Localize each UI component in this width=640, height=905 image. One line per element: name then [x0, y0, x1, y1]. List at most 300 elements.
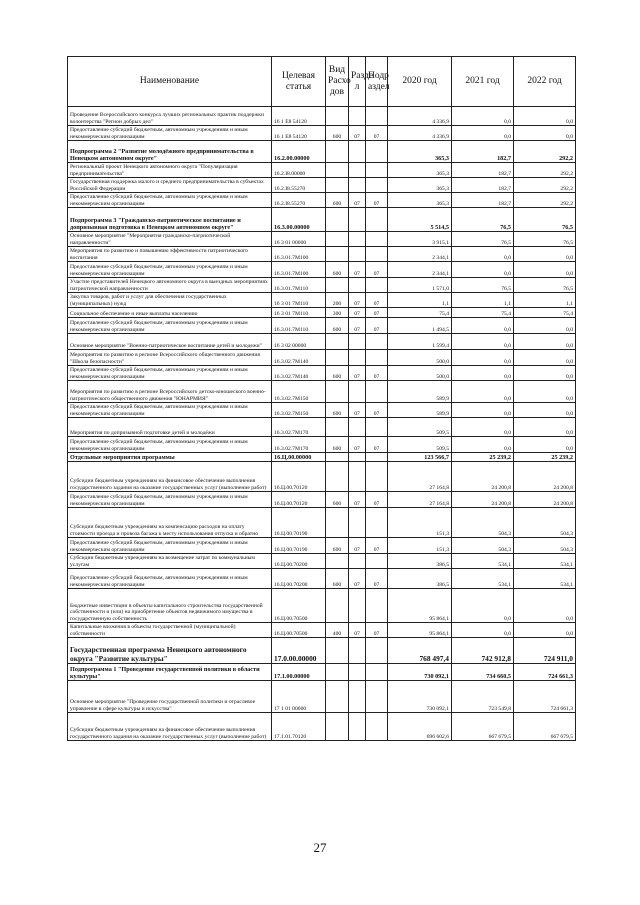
row-value-2020: 2 344,1 — [388, 262, 452, 278]
row-value-2020: 27 164,8 — [388, 492, 452, 508]
table-row — [68, 418, 576, 437]
row-target-code: 16.Ц.00.70500 — [272, 589, 326, 623]
row-target-code: 16 3 01 00000 — [272, 232, 326, 247]
row-expense-type — [326, 453, 349, 462]
row-subsection: 07 — [366, 262, 388, 278]
row-subsection: 07 — [366, 318, 388, 334]
row-value-2021: 534,1 — [452, 569, 514, 589]
row-name: Основное мероприятие "Военно-патриотическое воспитание детей и молодежи" — [68, 334, 272, 350]
row-expense-type — [326, 508, 349, 538]
row-target-code: 16.2.I8.00000 — [272, 163, 326, 178]
row-expense-type: 600 — [326, 126, 349, 141]
row-target-code: 17.1.01.70120 — [272, 713, 326, 741]
table-row — [68, 350, 576, 366]
table-row — [68, 681, 576, 713]
table-row — [68, 453, 576, 462]
row-subsection — [366, 381, 388, 403]
row-subsection: 07 — [366, 492, 388, 508]
row-target-code: 16.3.02.7М150 — [272, 403, 326, 418]
row-subsection — [366, 462, 388, 492]
row-subsection — [366, 453, 388, 462]
row-name: Государственная программа Ненецкого автономного округа "Развитие культуры" — [68, 638, 272, 664]
row-subsection — [366, 334, 388, 350]
row-value-2021: 0,0 — [452, 589, 514, 623]
row-name: Субсидии бюджетным учреждениям на финансовое обеспечение выполнения государственного задания на оказание государственных услуг (выполнение работ) — [68, 462, 272, 492]
row-target-code: 16.3.02.7М170 — [272, 437, 326, 453]
row-subsection: 07 — [366, 308, 388, 318]
row-expense-type — [326, 178, 349, 193]
row-section — [349, 713, 366, 741]
row-section — [349, 554, 366, 569]
budget-table-sheet — [67, 56, 575, 741]
row-section — [349, 664, 366, 681]
row-subsection: 07 — [366, 293, 388, 308]
row-section: 07 — [349, 262, 366, 278]
row-name: Основное мероприятие "Мероприятия гражданско-патриотической направленности" — [68, 232, 272, 247]
row-value-2020: 365,3 — [388, 193, 452, 208]
header-type: Вид Расхо дов — [326, 57, 349, 107]
row-subsection — [366, 713, 388, 741]
row-value-2021: 734 660,5 — [452, 664, 514, 681]
row-section: 07 — [349, 193, 366, 208]
row-value-2020: 365,3 — [388, 163, 452, 178]
header-name: Наименование — [68, 57, 272, 107]
row-subsection — [366, 278, 388, 293]
row-value-2021: 504,3 — [452, 508, 514, 538]
row-section — [349, 247, 366, 262]
row-value-2021: 76,5 — [452, 278, 514, 293]
row-target-code: 17 1 01 00000 — [272, 681, 326, 713]
row-section — [349, 208, 366, 232]
row-value-2022: 0,0 — [514, 418, 576, 437]
row-name: Региональный проект Ненецкого автономного округа "Популяризация предпринимательства" — [68, 163, 272, 178]
table-row — [68, 126, 576, 141]
row-value-2022: 24 200,8 — [514, 492, 576, 508]
row-name: Субсидии бюджетным учреждениям на компенсацию расходов на оплату стоимости проезда и провоза багажа к месту использования отпуска и обратно — [68, 508, 272, 538]
row-value-2022: 0,0 — [514, 350, 576, 366]
row-value-2021: 0,0 — [452, 247, 514, 262]
row-expense-type — [326, 334, 349, 350]
table-row — [68, 381, 576, 403]
row-value-2020: 509,5 — [388, 437, 452, 453]
row-name: Мероприятия по допризывной подготовке детей и молодёжи — [68, 418, 272, 437]
row-section — [349, 508, 366, 538]
budget-table — [67, 56, 576, 741]
row-name: Капитальные вложения в объекты государственной (муниципальной) собственности — [68, 623, 272, 638]
row-subsection — [366, 418, 388, 437]
row-subsection: 07 — [366, 126, 388, 141]
table-row — [68, 366, 576, 381]
row-value-2021: 75,4 — [452, 308, 514, 318]
row-section: 07 — [349, 126, 366, 141]
row-target-code: 16 1 E8 54120 — [272, 126, 326, 141]
row-value-2021: 76,5 — [452, 208, 514, 232]
row-value-2021: 0,0 — [452, 262, 514, 278]
row-target-code: 16.3.02.7М140 — [272, 366, 326, 381]
row-value-2020: 1 599,4 — [388, 334, 452, 350]
row-name: Участие представителей Ненецкого автономного округа в выездных мероприятиях патриотической направленности — [68, 278, 272, 293]
row-value-2022: 724 661,3 — [514, 681, 576, 713]
table-row — [68, 713, 576, 741]
table-body — [68, 107, 576, 741]
row-expense-type — [326, 107, 349, 126]
row-name: Подпрограмма 3 "Гражданско-патриотическое воспитание и допризывная подготовка в Ненецком автономном округе" — [68, 208, 272, 232]
row-value-2022: 76,5 — [514, 278, 576, 293]
row-value-2020: 1 494,5 — [388, 318, 452, 334]
row-value-2020: 5 514,5 — [388, 208, 452, 232]
row-expense-type — [326, 350, 349, 366]
row-expense-type: 600 — [326, 193, 349, 208]
row-target-code: 16.3.01.7М110 — [272, 318, 326, 334]
row-section — [349, 278, 366, 293]
row-section: 07 — [349, 318, 366, 334]
row-value-2020: 123 566,7 — [388, 453, 452, 462]
row-target-code: 16 3 01 7М110 — [272, 293, 326, 308]
header-subsection: Подр аздел — [366, 57, 388, 107]
row-section — [349, 589, 366, 623]
row-expense-type: 600 — [326, 569, 349, 589]
row-value-2021: 25 239,2 — [452, 453, 514, 462]
table-row — [68, 492, 576, 508]
table-row — [68, 308, 576, 318]
row-name: Социальное обеспечение и иные выплаты населению — [68, 308, 272, 318]
row-subsection — [366, 178, 388, 193]
row-target-code: 17.0.00.00000 — [272, 638, 326, 664]
row-value-2022: 0,0 — [514, 247, 576, 262]
header-2021: 2021 год — [452, 57, 514, 107]
row-value-2020: 589,9 — [388, 403, 452, 418]
row-value-2021: 24 200,8 — [452, 462, 514, 492]
row-name: Предоставление субсидий бюджетным, автономным учреждениям и иным некоммерческим организациям — [68, 538, 272, 554]
row-section — [349, 453, 366, 462]
row-section — [349, 638, 366, 664]
table-row — [68, 462, 576, 492]
row-value-2021: 0,0 — [452, 350, 514, 366]
row-section — [349, 107, 366, 126]
row-value-2022: 534,1 — [514, 554, 576, 569]
row-value-2020: 151,3 — [388, 538, 452, 554]
row-value-2022: 292,2 — [514, 141, 576, 163]
row-name: Предоставление субсидий бюджетным, автономным учреждениям и иным некоммерческим организациям — [68, 437, 272, 453]
row-value-2020: 768 497,4 — [388, 638, 452, 664]
row-value-2022: 76,5 — [514, 232, 576, 247]
row-target-code: 16 1 E8 54120 — [272, 107, 326, 126]
row-value-2021: 723 549,8 — [452, 681, 514, 713]
row-expense-type — [326, 278, 349, 293]
table-row — [68, 437, 576, 453]
row-subsection — [366, 247, 388, 262]
row-value-2021: 0,0 — [452, 403, 514, 418]
row-value-2022: 292,2 — [514, 193, 576, 208]
row-value-2020: 509,5 — [388, 418, 452, 437]
row-value-2021: 1,1 — [452, 293, 514, 308]
row-expense-type: 600 — [326, 492, 349, 508]
table-row — [68, 193, 576, 208]
row-value-2021: 534,1 — [452, 554, 514, 569]
row-name: Предоставление субсидий бюджетным, автономным учреждениям и иным некоммерческим организациям — [68, 403, 272, 418]
row-section: 07 — [349, 366, 366, 381]
table-row — [68, 318, 576, 334]
row-value-2022: 25 239,2 — [514, 453, 576, 462]
row-name: Закупка товаров, работ и услуг для обеспечения государственных (муниципальных) нужд — [68, 293, 272, 308]
row-subsection: 07 — [366, 193, 388, 208]
row-value-2022: 292,2 — [514, 178, 576, 193]
row-section — [349, 381, 366, 403]
row-value-2021: 182,7 — [452, 178, 514, 193]
row-value-2020: 151,3 — [388, 508, 452, 538]
table-row — [68, 508, 576, 538]
row-value-2022: 76,5 — [514, 208, 576, 232]
row-value-2022: 0,0 — [514, 334, 576, 350]
row-value-2020: 386,5 — [388, 554, 452, 569]
row-value-2022: 0,0 — [514, 126, 576, 141]
row-name: Субсидии бюджетным учреждениям на финансовое обеспечение выполнения государственного задания на оказание государственных услуг (выполнение работ) — [68, 713, 272, 741]
row-section — [349, 681, 366, 713]
row-expense-type: 600 — [326, 318, 349, 334]
row-target-code: 16.Ц.00.70120 — [272, 462, 326, 492]
row-target-code: 16.Ц.00.70190 — [272, 538, 326, 554]
table-row — [68, 589, 576, 623]
row-subsection — [366, 208, 388, 232]
row-section — [349, 163, 366, 178]
row-value-2022: 504,3 — [514, 538, 576, 554]
row-value-2021: 0,0 — [452, 107, 514, 126]
row-value-2020: 2 344,1 — [388, 247, 452, 262]
row-name: Подпрограмма 1 "Проведение государственной политики в области культуры" — [68, 664, 272, 681]
row-subsection — [366, 163, 388, 178]
row-value-2021: 0,0 — [452, 623, 514, 638]
row-section: 07 — [349, 403, 366, 418]
row-expense-type: 600 — [326, 538, 349, 554]
row-value-2021: 182,7 — [452, 193, 514, 208]
row-expense-type — [326, 554, 349, 569]
table-row — [68, 232, 576, 247]
row-name: Проведение Всероссийского конкурса лучших региональных практик поддержки волонтерства "Регион добрых дел" — [68, 107, 272, 126]
row-value-2022: 1,1 — [514, 293, 576, 308]
row-subsection — [366, 107, 388, 126]
row-value-2022: 0,0 — [514, 318, 576, 334]
row-value-2022: 724 911,0 — [514, 638, 576, 664]
row-subsection — [366, 681, 388, 713]
row-value-2021: 182,7 — [452, 163, 514, 178]
row-section: 07 — [349, 437, 366, 453]
row-expense-type: 600 — [326, 262, 349, 278]
row-target-code: 16.2.I8.55270 — [272, 193, 326, 208]
row-section: 07 — [349, 538, 366, 554]
table-row — [68, 163, 576, 178]
row-value-2020: 27 164,8 — [388, 462, 452, 492]
row-section — [349, 334, 366, 350]
row-section — [349, 418, 366, 437]
row-expense-type — [326, 589, 349, 623]
row-value-2020: 1,1 — [388, 293, 452, 308]
table-row — [68, 262, 576, 278]
row-expense-type: 600 — [326, 437, 349, 453]
row-section — [349, 178, 366, 193]
row-subsection — [366, 508, 388, 538]
row-expense-type: 200 — [326, 293, 349, 308]
row-name: Подпрограмма 2 "Развитие молодёжного предпринимательства в Ненецком автономном округе" — [68, 141, 272, 163]
row-value-2020: 3 915,1 — [388, 232, 452, 247]
row-target-code: 16.3.02.7М140 — [272, 350, 326, 366]
row-name: Бюджетные инвестиции в объекты капитального строительства государственной собственности и (или) на приобретение объектов недвижимого имущества в государственную собственность — [68, 589, 272, 623]
row-value-2022: 75,4 — [514, 308, 576, 318]
row-value-2022: 0,0 — [514, 437, 576, 453]
row-value-2021: 504,3 — [452, 538, 514, 554]
row-target-code: 16.3.02.7М170 — [272, 418, 326, 437]
row-value-2021: 24 200,8 — [452, 492, 514, 508]
row-value-2022: 0,0 — [514, 403, 576, 418]
row-target-code: 16.Ц.00.70500 — [272, 623, 326, 638]
row-value-2022: 0,0 — [514, 366, 576, 381]
row-target-code: 16.3.00.00000 — [272, 208, 326, 232]
row-target-code: 16.3.01.7М100 — [272, 262, 326, 278]
row-value-2020: 75,4 — [388, 308, 452, 318]
row-expense-type: 600 — [326, 403, 349, 418]
row-value-2021: 76,5 — [452, 232, 514, 247]
table-row — [68, 569, 576, 589]
table-row — [68, 403, 576, 418]
row-target-code: 16.2.I8.55270 — [272, 178, 326, 193]
row-subsection — [366, 638, 388, 664]
row-value-2022: 504,3 — [514, 508, 576, 538]
row-value-2021: 0,0 — [452, 437, 514, 453]
row-value-2020: 386,5 — [388, 569, 452, 589]
row-target-code: 16.3.01.7М110 — [272, 278, 326, 293]
table-row — [68, 334, 576, 350]
table-row — [68, 208, 576, 232]
row-value-2021: 182,7 — [452, 141, 514, 163]
row-target-code: 16.3.01.7М100 — [272, 247, 326, 262]
row-subsection — [366, 350, 388, 366]
table-row — [68, 554, 576, 569]
row-value-2021: 0,0 — [452, 318, 514, 334]
row-name: Предоставление субсидий бюджетным, автономным учреждениям и иным некоммерческим организациям — [68, 126, 272, 141]
table-row — [68, 664, 576, 681]
row-name: Предоставление субсидий бюджетным, автономным учреждениям и иным некоммерческим организациям — [68, 193, 272, 208]
row-value-2021: 0,0 — [452, 366, 514, 381]
header-2020: 2020 год — [388, 57, 452, 107]
row-value-2022: 24 200,8 — [514, 462, 576, 492]
table-row — [68, 623, 576, 638]
row-section — [349, 350, 366, 366]
row-value-2020: 730 092,1 — [388, 681, 452, 713]
row-section: 07 — [349, 623, 366, 638]
row-subsection: 07 — [366, 569, 388, 589]
row-name: Основное мероприятие "Проведение государственной политики и отраслевое управление в сфере культуры и искусства" — [68, 681, 272, 713]
row-value-2020: 4 336,9 — [388, 126, 452, 141]
header-section: Разде л — [349, 57, 366, 107]
table-row — [68, 278, 576, 293]
row-value-2020: 696 602,6 — [388, 713, 452, 741]
row-section — [349, 141, 366, 163]
row-value-2021: 0,0 — [452, 126, 514, 141]
row-expense-type — [326, 141, 349, 163]
page-number: 27 — [313, 840, 327, 855]
row-value-2022: 534,1 — [514, 569, 576, 589]
row-expense-type — [326, 232, 349, 247]
row-value-2021: 0,0 — [452, 418, 514, 437]
row-name: Предоставление субсидий бюджетным, автономным учреждениям и иным некоммерческим организациям — [68, 569, 272, 589]
row-name: Предоставление субсидий бюджетным, автономным учреждениям и иным некоммерческим организациям — [68, 318, 272, 334]
row-name: Предоставление субсидий бюджетным, автономным учреждениям и иным некоммерческим организациям — [68, 366, 272, 381]
row-value-2022: 724 661,3 — [514, 664, 576, 681]
row-value-2020: 365,3 — [388, 178, 452, 193]
row-name: Мероприятия по развитию и повышению эффективности патриотического воспитания — [68, 247, 272, 262]
row-value-2021: 742 912,8 — [452, 638, 514, 664]
row-value-2022: 0,0 — [514, 589, 576, 623]
table-header-row — [68, 57, 576, 107]
table-row — [68, 107, 576, 126]
row-value-2022: 292,2 — [514, 163, 576, 178]
row-value-2022: 0,0 — [514, 381, 576, 403]
row-value-2020: 95 864,1 — [388, 589, 452, 623]
row-target-code: 16.Ц.00.70120 — [272, 492, 326, 508]
row-value-2020: 500,0 — [388, 366, 452, 381]
row-target-code: 17.1.00.00000 — [272, 664, 326, 681]
table-row — [68, 538, 576, 554]
table-row — [68, 141, 576, 163]
row-value-2022: 0,0 — [514, 107, 576, 126]
row-expense-type — [326, 247, 349, 262]
row-value-2020: 365,3 — [388, 141, 452, 163]
row-value-2022: 0,0 — [514, 623, 576, 638]
row-value-2020: 589,9 — [388, 381, 452, 403]
row-name: Предоставление субсидий бюджетным, автономным учреждениям и иным некоммерческим организациям — [68, 262, 272, 278]
row-expense-type — [326, 462, 349, 492]
row-value-2020: 1 571,0 — [388, 278, 452, 293]
row-target-code: 16.Ц.00.70200 — [272, 569, 326, 589]
row-target-code: 16.Ц.00.70200 — [272, 554, 326, 569]
row-value-2022: 0,0 — [514, 262, 576, 278]
header-2022: 2022 год — [514, 57, 576, 107]
row-name: Отдельные мероприятия программы — [68, 453, 272, 462]
row-subsection — [366, 664, 388, 681]
row-subsection — [366, 554, 388, 569]
row-section: 07 — [349, 308, 366, 318]
row-target-code: 16.Ц.00.00000 — [272, 453, 326, 462]
table-row — [68, 178, 576, 193]
row-subsection: 07 — [366, 538, 388, 554]
row-expense-type — [326, 208, 349, 232]
row-expense-type — [326, 163, 349, 178]
table-row — [68, 247, 576, 262]
row-value-2020: 500,0 — [388, 350, 452, 366]
row-name: Предоставление субсидий бюджетным, автономным учреждениям и иным некоммерческим организациям — [68, 492, 272, 508]
row-section: 07 — [349, 492, 366, 508]
row-value-2021: 667 679,5 — [452, 713, 514, 741]
row-value-2022: 667 679,5 — [514, 713, 576, 741]
row-expense-type — [326, 681, 349, 713]
row-subsection: 07 — [366, 623, 388, 638]
row-expense-type — [326, 664, 349, 681]
row-value-2020: 730 092,1 — [388, 664, 452, 681]
row-name: Мероприятия по развитию в регионе Всероссийского детско-юношеского военно-патриотического общественного движения "ЮНАРМИЯ" — [68, 381, 272, 403]
row-expense-type — [326, 638, 349, 664]
row-value-2020: 95 864,1 — [388, 623, 452, 638]
row-value-2021: 0,0 — [452, 334, 514, 350]
row-target-code: 16 3 02 00000 — [272, 334, 326, 350]
row-section: 07 — [349, 293, 366, 308]
row-name: Мероприятия по развитию в регионе Всероссийского общественного движения "Школа безопасности" — [68, 350, 272, 366]
row-expense-type: 400 — [326, 623, 349, 638]
row-expense-type — [326, 418, 349, 437]
row-expense-type — [326, 381, 349, 403]
row-expense-type: 300 — [326, 308, 349, 318]
row-value-2021: 0,0 — [452, 381, 514, 403]
row-subsection — [366, 232, 388, 247]
row-subsection — [366, 589, 388, 623]
